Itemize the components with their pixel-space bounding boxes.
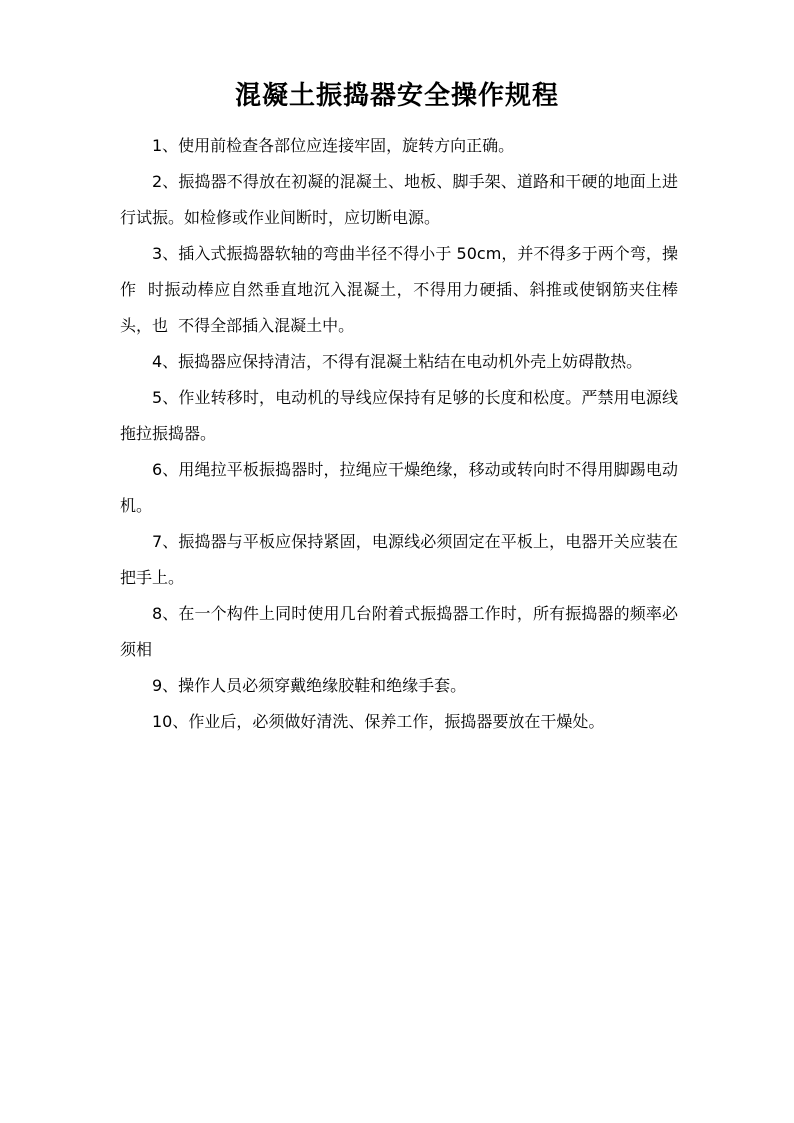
paragraph-5: 5、作业转移时，电动机的导线应保持有足够的长度和松度。严禁用电源线 拖拉振捣器。 <box>120 388 689 443</box>
paragraph-10: 10、作业后，必须做好清洗、保养工作，振捣器要放在干燥处。 <box>152 712 605 731</box>
paragraph-7: 7、振捣器与平板应保持紧固，电源线必须固定在平板上，电器开关应装在 把手上。 <box>120 532 689 587</box>
paragraph-8: 8、在一个构件上同时使用几台附着式振捣器工作时，所有振捣器的频率必须相 <box>120 604 678 659</box>
paragraph-4: 4、振捣器应保持清洁，不得有混凝土粘结在电动机外壳上妨碍散热。 <box>152 352 643 371</box>
paragraph-1: 1、使用前检查各部位应连接牢固，旋转方向正确。 <box>152 136 515 155</box>
paragraph-9: 9、操作人员必须穿戴绝缘胶鞋和绝缘手套。 <box>152 676 467 695</box>
paragraph-3: 3、插入式振捣器软轴的弯曲半径不得小于 50cm，并不得多于两个弯，操作 时振动棒应自然垂直地沉入混凝土，不得用力硬插、斜推或使钢筋夹住棒头，也 不得全部插入混凝土中。 <box>120 244 678 335</box>
document-body <box>120 128 689 740</box>
document-title: 混凝土振捣器安全操作规程 <box>234 81 559 111</box>
paragraph-6: 6、用绳拉平板振捣器时，拉绳应干燥绝缘，移动或转向时不得用脚踢电动机。 <box>120 460 678 515</box>
paragraph-2: 2、振捣器不得放在初凝的混凝土、地板、脚手架、道路和干硬的地面上进 行试振。如检修或作业间断时，应切断电源。 <box>120 172 689 227</box>
